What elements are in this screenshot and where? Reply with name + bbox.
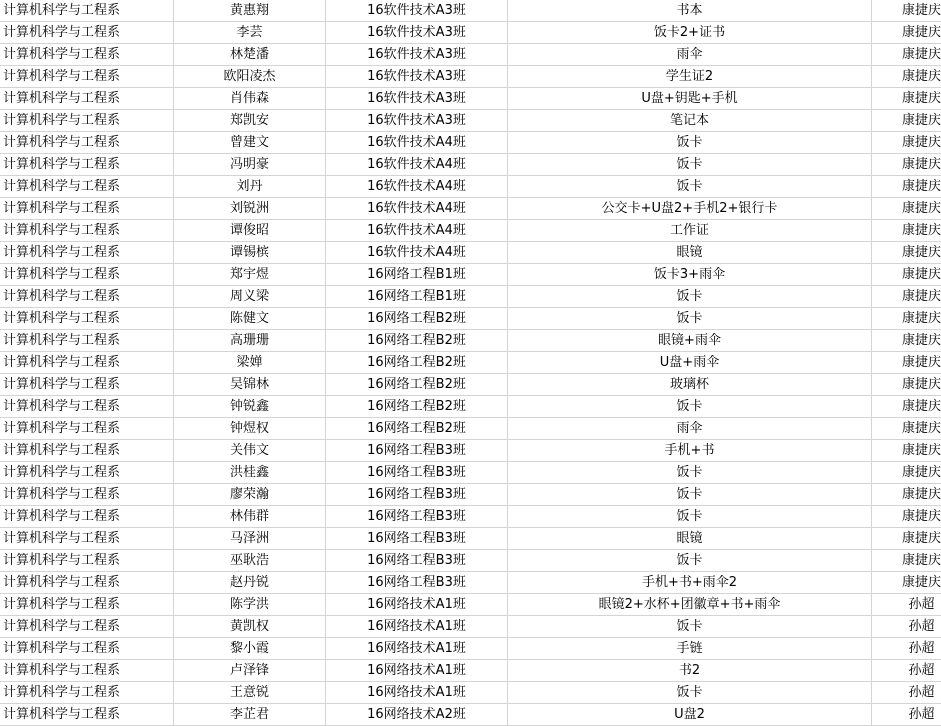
cell-department[interactable]: 计算机科学与工程系 <box>0 374 174 396</box>
cell-department[interactable]: 计算机科学与工程系 <box>0 462 174 484</box>
cell-class[interactable]: 16网络技术A1班 <box>326 616 508 638</box>
cell-class[interactable]: 16软件技术A3班 <box>326 44 508 66</box>
cell-department[interactable]: 计算机科学与工程系 <box>0 44 174 66</box>
cell-class[interactable]: 16网络工程B1班 <box>326 264 508 286</box>
cell-items[interactable]: 学生证2 <box>508 66 872 88</box>
table-row[interactable] <box>0 682 941 704</box>
cell-department[interactable]: 计算机科学与工程系 <box>0 352 174 374</box>
cell-staff[interactable]: 康捷庆 <box>872 242 941 264</box>
cell-student-name[interactable]: 谭俊昭 <box>174 220 326 242</box>
table-row[interactable] <box>0 110 941 132</box>
cell-items[interactable]: 眼镜 <box>508 242 872 264</box>
cell-department[interactable]: 计算机科学与工程系 <box>0 330 174 352</box>
cell-student-name[interactable]: 林楚潘 <box>174 44 326 66</box>
cell-items[interactable]: 雨伞 <box>508 418 872 440</box>
cell-staff[interactable]: 康捷庆 <box>872 440 941 462</box>
cell-department[interactable]: 计算机科学与工程系 <box>0 418 174 440</box>
cell-class[interactable]: 16网络工程B2班 <box>326 418 508 440</box>
table-row[interactable] <box>0 330 941 352</box>
table-row[interactable] <box>0 572 941 594</box>
table-row[interactable] <box>0 462 941 484</box>
cell-department[interactable]: 计算机科学与工程系 <box>0 396 174 418</box>
cell-class[interactable]: 16网络技术A2班 <box>326 704 508 726</box>
cell-class[interactable]: 16网络工程B3班 <box>326 462 508 484</box>
cell-class[interactable]: 16网络工程B3班 <box>326 440 508 462</box>
cell-items[interactable]: 饭卡 <box>508 682 872 704</box>
cell-department[interactable]: 计算机科学与工程系 <box>0 88 174 110</box>
cell-staff[interactable]: 康捷庆 <box>872 286 941 308</box>
cell-department[interactable]: 计算机科学与工程系 <box>0 616 174 638</box>
cell-department[interactable]: 计算机科学与工程系 <box>0 594 174 616</box>
cell-items[interactable]: 饭卡 <box>508 286 872 308</box>
cell-staff[interactable]: 康捷庆 <box>872 396 941 418</box>
cell-student-name[interactable]: 曾建文 <box>174 132 326 154</box>
cell-items[interactable]: 眼镜2+水杯+团徽章+书+雨伞 <box>508 594 872 616</box>
cell-items[interactable]: 饭卡 <box>508 176 872 198</box>
cell-student-name[interactable]: 梁婵 <box>174 352 326 374</box>
table-row[interactable] <box>0 286 941 308</box>
cell-student-name[interactable]: 赵丹锐 <box>174 572 326 594</box>
cell-staff[interactable]: 孙超 <box>872 660 941 682</box>
cell-student-name[interactable]: 郑凯安 <box>174 110 326 132</box>
cell-class[interactable]: 16网络工程B1班 <box>326 286 508 308</box>
cell-staff[interactable]: 康捷庆 <box>872 88 941 110</box>
cell-class[interactable]: 16网络技术A1班 <box>326 682 508 704</box>
cell-department[interactable]: 计算机科学与工程系 <box>0 506 174 528</box>
table-row[interactable] <box>0 396 941 418</box>
table-row[interactable] <box>0 550 941 572</box>
cell-staff[interactable]: 康捷庆 <box>872 462 941 484</box>
cell-items[interactable]: 饭卡 <box>508 132 872 154</box>
cell-student-name[interactable]: 钟锐鑫 <box>174 396 326 418</box>
cell-department[interactable]: 计算机科学与工程系 <box>0 66 174 88</box>
table-row[interactable] <box>0 44 941 66</box>
cell-staff[interactable]: 康捷庆 <box>872 198 941 220</box>
table-row[interactable] <box>0 88 941 110</box>
cell-class[interactable]: 16软件技术A3班 <box>326 88 508 110</box>
cell-student-name[interactable]: 钟煜权 <box>174 418 326 440</box>
cell-class[interactable]: 16网络工程B3班 <box>326 572 508 594</box>
cell-student-name[interactable]: 高珊珊 <box>174 330 326 352</box>
table-row[interactable] <box>0 528 941 550</box>
table-row[interactable] <box>0 484 941 506</box>
table-row[interactable] <box>0 352 941 374</box>
cell-department[interactable]: 计算机科学与工程系 <box>0 660 174 682</box>
cell-class[interactable]: 16网络工程B2班 <box>326 308 508 330</box>
cell-staff[interactable]: 康捷庆 <box>872 66 941 88</box>
cell-staff[interactable]: 康捷庆 <box>872 110 941 132</box>
cell-staff[interactable]: 孙超 <box>872 638 941 660</box>
table-row[interactable] <box>0 176 941 198</box>
table-row[interactable] <box>0 418 941 440</box>
cell-staff[interactable]: 孙超 <box>872 682 941 704</box>
cell-items[interactable]: 手链 <box>508 638 872 660</box>
cell-student-name[interactable]: 廖荣瀚 <box>174 484 326 506</box>
cell-department[interactable]: 计算机科学与工程系 <box>0 286 174 308</box>
cell-staff[interactable]: 康捷庆 <box>872 418 941 440</box>
cell-items[interactable]: 饭卡3+雨伞 <box>508 264 872 286</box>
cell-items[interactable]: 书2 <box>508 660 872 682</box>
cell-student-name[interactable]: 李芸 <box>174 22 326 44</box>
cell-student-name[interactable]: 欧阳凌杰 <box>174 66 326 88</box>
cell-staff[interactable]: 康捷庆 <box>872 154 941 176</box>
cell-items[interactable]: 饭卡 <box>508 462 872 484</box>
cell-staff[interactable]: 康捷庆 <box>872 220 941 242</box>
cell-class[interactable]: 16软件技术A4班 <box>326 242 508 264</box>
cell-class[interactable]: 16软件技术A4班 <box>326 154 508 176</box>
cell-items[interactable]: 眼镜+雨伞 <box>508 330 872 352</box>
cell-staff[interactable]: 康捷庆 <box>872 330 941 352</box>
cell-department[interactable]: 计算机科学与工程系 <box>0 682 174 704</box>
cell-student-name[interactable]: 洪桂鑫 <box>174 462 326 484</box>
cell-student-name[interactable]: 李芷君 <box>174 704 326 726</box>
cell-class[interactable]: 16网络工程B2班 <box>326 352 508 374</box>
table-row[interactable] <box>0 154 941 176</box>
cell-student-name[interactable]: 王意锐 <box>174 682 326 704</box>
table-row[interactable] <box>0 660 941 682</box>
cell-student-name[interactable]: 关伟文 <box>174 440 326 462</box>
cell-items[interactable]: 雨伞 <box>508 44 872 66</box>
cell-staff[interactable]: 康捷庆 <box>872 176 941 198</box>
table-row[interactable] <box>0 66 941 88</box>
cell-student-name[interactable]: 刘丹 <box>174 176 326 198</box>
cell-class[interactable]: 16网络技术A1班 <box>326 660 508 682</box>
cell-department[interactable]: 计算机科学与工程系 <box>0 704 174 726</box>
cell-department[interactable]: 计算机科学与工程系 <box>0 242 174 264</box>
cell-staff[interactable]: 康捷庆 <box>872 264 941 286</box>
table-row[interactable] <box>0 440 941 462</box>
cell-staff[interactable]: 康捷庆 <box>872 374 941 396</box>
table-row[interactable] <box>0 594 941 616</box>
cell-staff[interactable]: 康捷庆 <box>872 484 941 506</box>
cell-department[interactable]: 计算机科学与工程系 <box>0 440 174 462</box>
cell-class[interactable]: 16网络工程B2班 <box>326 330 508 352</box>
cell-items[interactable]: 手机+书+雨伞2 <box>508 572 872 594</box>
table-row[interactable] <box>0 242 941 264</box>
cell-class[interactable]: 16软件技术A4班 <box>326 132 508 154</box>
cell-items[interactable]: U盘2 <box>508 704 872 726</box>
cell-class[interactable]: 16软件技术A4班 <box>326 220 508 242</box>
cell-student-name[interactable]: 吴锦林 <box>174 374 326 396</box>
cell-student-name[interactable]: 谭锡槟 <box>174 242 326 264</box>
cell-student-name[interactable]: 卢泽锋 <box>174 660 326 682</box>
table-row[interactable] <box>0 198 941 220</box>
cell-items[interactable]: 饭卡2+证书 <box>508 22 872 44</box>
cell-department[interactable]: 计算机科学与工程系 <box>0 132 174 154</box>
cell-class[interactable]: 16网络工程B3班 <box>326 550 508 572</box>
cell-department[interactable]: 计算机科学与工程系 <box>0 176 174 198</box>
cell-staff[interactable]: 康捷庆 <box>872 308 941 330</box>
table-row[interactable] <box>0 616 941 638</box>
table-row[interactable] <box>0 308 941 330</box>
table-row[interactable] <box>0 704 941 726</box>
table-row[interactable] <box>0 638 941 660</box>
cell-department[interactable]: 计算机科学与工程系 <box>0 154 174 176</box>
cell-items[interactable]: 手机+书 <box>508 440 872 462</box>
cell-student-name[interactable]: 刘锐洲 <box>174 198 326 220</box>
cell-items[interactable]: 笔记本 <box>508 110 872 132</box>
cell-staff[interactable]: 康捷庆 <box>872 550 941 572</box>
cell-student-name[interactable]: 周义梁 <box>174 286 326 308</box>
table-row[interactable] <box>0 0 941 22</box>
cell-staff[interactable]: 康捷庆 <box>872 44 941 66</box>
cell-student-name[interactable]: 陈健文 <box>174 308 326 330</box>
table-row[interactable] <box>0 22 941 44</box>
cell-class[interactable]: 16网络工程B3班 <box>326 484 508 506</box>
cell-class[interactable]: 16网络技术A1班 <box>326 594 508 616</box>
cell-class[interactable]: 16网络工程B3班 <box>326 528 508 550</box>
cell-student-name[interactable]: 冯明豪 <box>174 154 326 176</box>
cell-class[interactable]: 16网络工程B2班 <box>326 374 508 396</box>
cell-class[interactable]: 16软件技术A3班 <box>326 22 508 44</box>
cell-items[interactable]: 饭卡 <box>508 396 872 418</box>
cell-class[interactable]: 16网络工程B3班 <box>326 506 508 528</box>
cell-items[interactable]: 饭卡 <box>508 154 872 176</box>
table-row[interactable] <box>0 264 941 286</box>
cell-items[interactable]: 玻璃杯 <box>508 374 872 396</box>
cell-class[interactable]: 16软件技术A3班 <box>326 66 508 88</box>
cell-student-name[interactable]: 黎小霞 <box>174 638 326 660</box>
cell-items[interactable]: 饭卡 <box>508 506 872 528</box>
cell-staff[interactable]: 康捷庆 <box>872 132 941 154</box>
cell-student-name[interactable]: 郑宇煜 <box>174 264 326 286</box>
cell-items[interactable]: 公交卡+U盘2+手机2+银行卡 <box>508 198 872 220</box>
cell-class[interactable]: 16网络工程B2班 <box>326 396 508 418</box>
cell-department[interactable]: 计算机科学与工程系 <box>0 638 174 660</box>
cell-class[interactable]: 16软件技术A4班 <box>326 198 508 220</box>
cell-class[interactable]: 16软件技术A4班 <box>326 176 508 198</box>
cell-department[interactable]: 计算机科学与工程系 <box>0 22 174 44</box>
table-row[interactable] <box>0 132 941 154</box>
table-row[interactable] <box>0 220 941 242</box>
cell-staff[interactable]: 孙超 <box>872 594 941 616</box>
cell-staff[interactable]: 康捷庆 <box>872 506 941 528</box>
cell-department[interactable]: 计算机科学与工程系 <box>0 198 174 220</box>
cell-staff[interactable]: 康捷庆 <box>872 22 941 44</box>
cell-items[interactable]: 饭卡 <box>508 550 872 572</box>
cell-student-name[interactable]: 巫耿浩 <box>174 550 326 572</box>
cell-items[interactable]: 饭卡 <box>508 308 872 330</box>
cell-class[interactable]: 16网络技术A1班 <box>326 638 508 660</box>
cell-department[interactable]: 计算机科学与工程系 <box>0 308 174 330</box>
cell-staff[interactable]: 康捷庆 <box>872 352 941 374</box>
cell-department[interactable]: 计算机科学与工程系 <box>0 220 174 242</box>
cell-student-name[interactable]: 黄惠翔 <box>174 0 326 22</box>
cell-department[interactable]: 计算机科学与工程系 <box>0 550 174 572</box>
cell-items[interactable]: U盘+钥匙+手机 <box>508 88 872 110</box>
cell-student-name[interactable]: 肖伟森 <box>174 88 326 110</box>
cell-class[interactable]: 16软件技术A3班 <box>326 110 508 132</box>
cell-department[interactable]: 计算机科学与工程系 <box>0 572 174 594</box>
cell-department[interactable]: 计算机科学与工程系 <box>0 528 174 550</box>
cell-items[interactable]: U盘+雨伞 <box>508 352 872 374</box>
cell-staff[interactable]: 孙超 <box>872 616 941 638</box>
cell-items[interactable]: 书本 <box>508 0 872 22</box>
cell-staff[interactable]: 康捷庆 <box>872 572 941 594</box>
cell-staff[interactable]: 康捷庆 <box>872 528 941 550</box>
cell-staff[interactable]: 康捷庆 <box>872 0 941 22</box>
cell-department[interactable]: 计算机科学与工程系 <box>0 484 174 506</box>
cell-department[interactable]: 计算机科学与工程系 <box>0 0 174 22</box>
cell-class[interactable]: 16软件技术A3班 <box>326 0 508 22</box>
cell-items[interactable]: 饭卡 <box>508 484 872 506</box>
cell-staff[interactable]: 孙超 <box>872 704 941 726</box>
cell-items[interactable]: 工作证 <box>508 220 872 242</box>
cell-student-name[interactable]: 林伟群 <box>174 506 326 528</box>
cell-department[interactable]: 计算机科学与工程系 <box>0 110 174 132</box>
table-row[interactable] <box>0 506 941 528</box>
cell-student-name[interactable]: 陈学洪 <box>174 594 326 616</box>
cell-student-name[interactable]: 黄凯权 <box>174 616 326 638</box>
cell-items[interactable]: 眼镜 <box>508 528 872 550</box>
table-row[interactable] <box>0 374 941 396</box>
cell-items[interactable]: 饭卡 <box>508 616 872 638</box>
cell-student-name[interactable]: 马泽洲 <box>174 528 326 550</box>
cell-department[interactable]: 计算机科学与工程系 <box>0 264 174 286</box>
